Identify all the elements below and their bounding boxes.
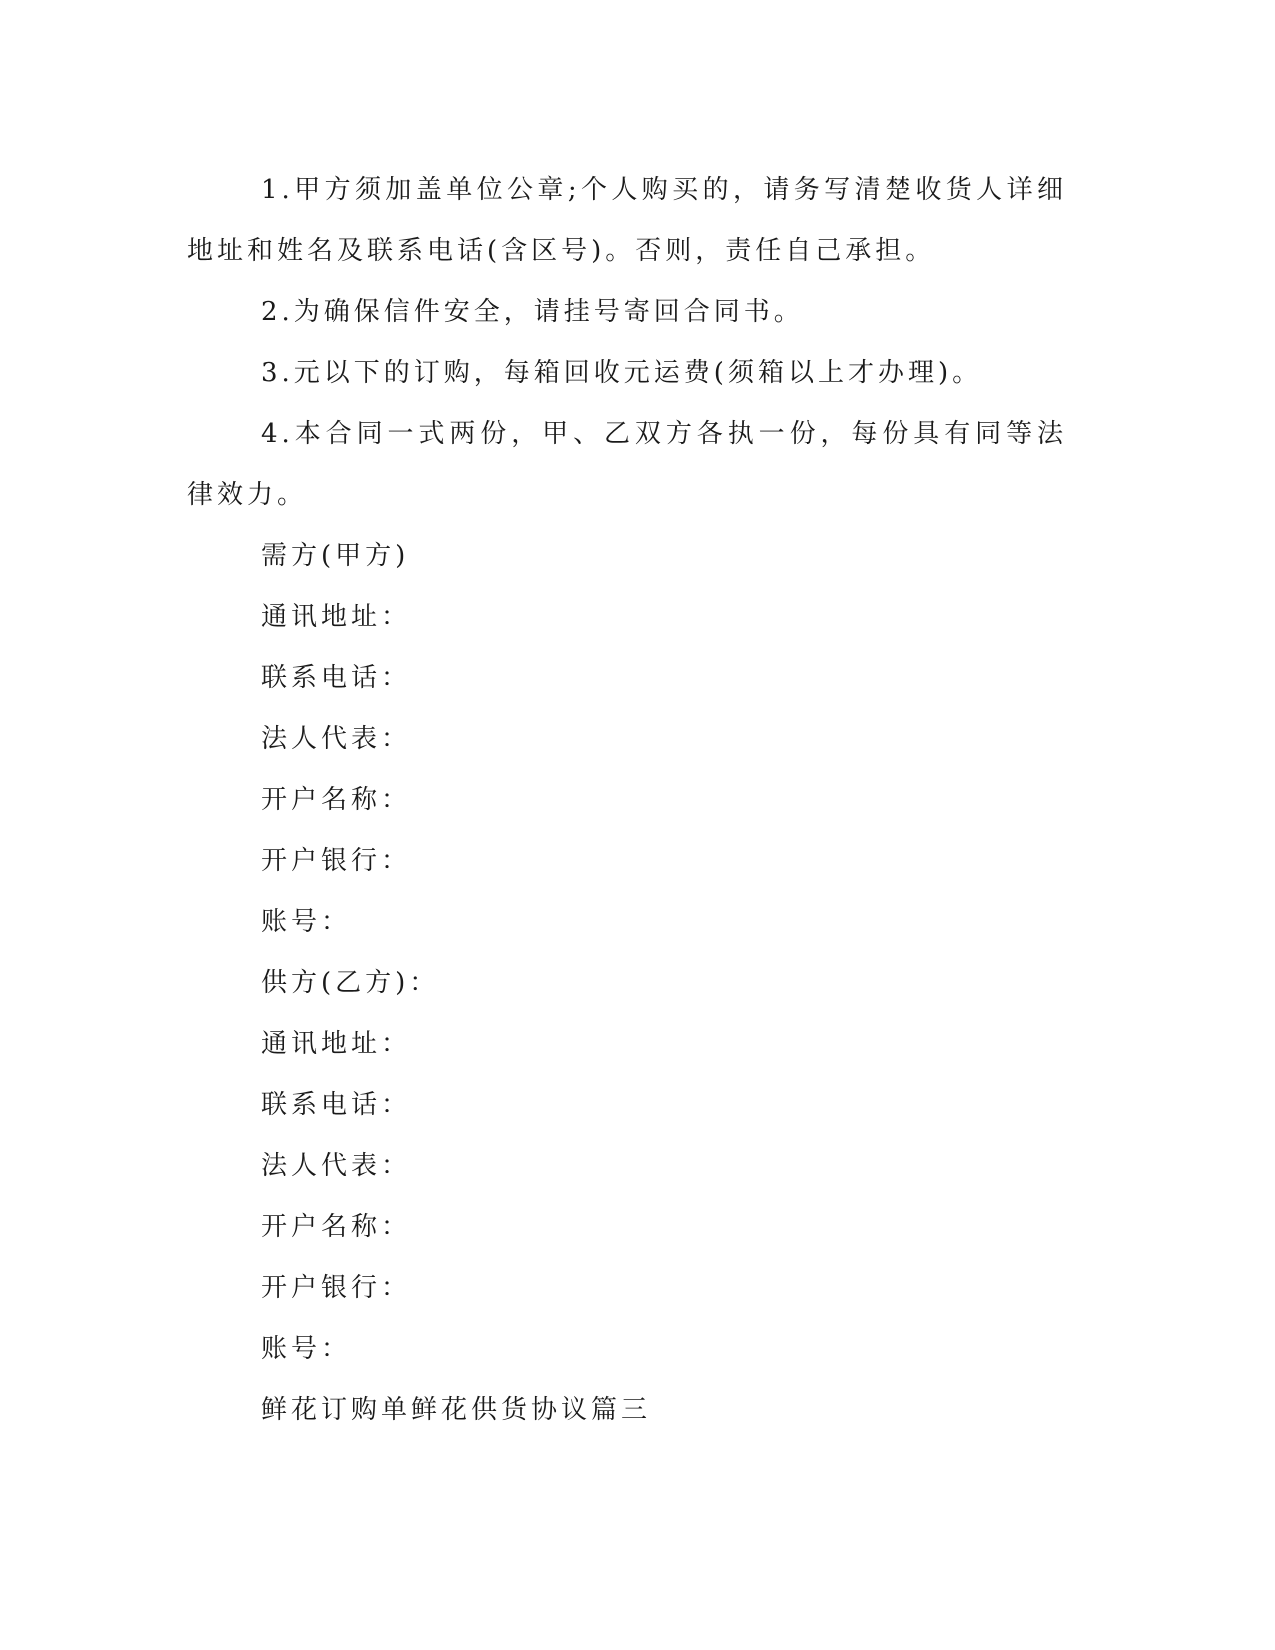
supplier-account-name-label: 开户名称： — [261, 1212, 412, 1242]
supplier-legal-rep-label: 法人代表： — [261, 1151, 412, 1181]
supplier-heading: 供方(乙方)： — [261, 968, 440, 998]
buyer-address-label: 通讯地址： — [261, 602, 412, 632]
supplier-account-number-label: 账号： — [261, 1334, 352, 1364]
buyer-account-name-label: 开户名称： — [261, 785, 412, 815]
clause-2: 2.为确保信件安全，请挂号寄回合同书。 — [261, 297, 804, 327]
clause-4: 4.本合同一式两份，甲、乙双方各执一份，每份具有同等法律效力。 — [187, 419, 1067, 510]
document-body — [187, 160, 1067, 1441]
buyer-phone-label: 联系电话： — [261, 663, 412, 693]
buyer-account-number-label: 账号： — [261, 907, 352, 937]
buyer-bank-label: 开户银行： — [261, 846, 412, 876]
clause-1: 1.甲方须加盖单位公章;个人购买的，请务写清楚收货人详细地址和姓名及联系电话(含区号)。否则，责任自己承担。 — [187, 175, 1067, 266]
buyer-legal-rep-label: 法人代表： — [261, 724, 412, 754]
clause-3: 3.元以下的订购，每箱回收元运费(须箱以上才办理)。 — [261, 358, 983, 388]
supplier-address-label: 通讯地址： — [261, 1029, 412, 1059]
section-heading: 鲜花订购单鲜花供货协议篇三 — [261, 1395, 652, 1425]
buyer-heading: 需方(甲方) — [261, 541, 410, 571]
supplier-bank-label: 开户银行： — [261, 1273, 412, 1303]
supplier-phone-label: 联系电话： — [261, 1090, 412, 1120]
